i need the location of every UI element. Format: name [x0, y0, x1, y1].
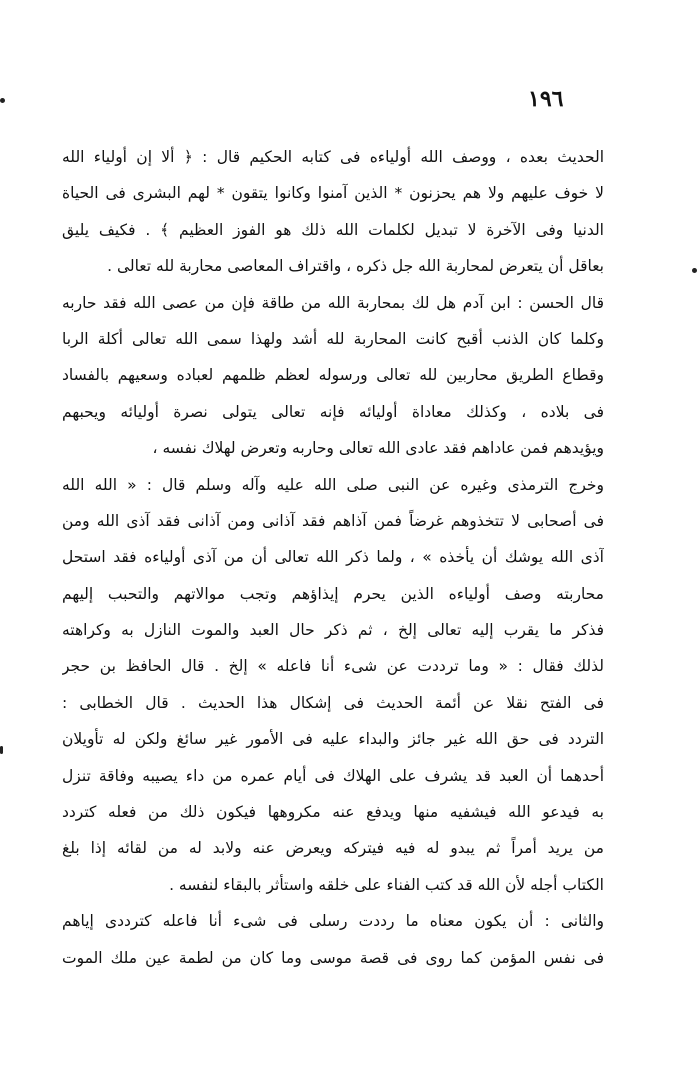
text-line: فى نفس المؤمن كما روى فى قصة موسى وما كان من لطمة عين ملك الموت: [62, 948, 604, 967]
scan-speck: [692, 268, 697, 273]
text-line: الكتاب أجله لأن الله قد كتب الفناء على خلقه واستأثر بالبقاء لنفسه .: [169, 875, 604, 894]
text-line: فى الفتح نقلا عن أئمة الحديث فى إشكال هذا الحديث . قال الخطابى :: [62, 693, 604, 712]
text-line: لا خوف عليهم ولا هم يحزنون * الذين آمنوا وكانوا يتقون * لهم البشرى فى الحياة: [62, 184, 604, 203]
text-line: فى أصحابى لا تتخذوهم غرضاً فمن آذاهم فقد آذانى ومن آذانى فقد آذى الله ومن: [62, 511, 604, 530]
scan-speck: [0, 746, 3, 754]
text-line: وخرج الترمذى وغيره عن النبى صلى الله عليه وآله وسلم قال : « الله الله: [62, 475, 604, 494]
text-line: آذى الله يوشك أن يأخذه » ، ولما ذكر الله تعالى أن من آذى أولياءه فقد استحل: [62, 548, 604, 567]
text-line: قال الحسن : ابن آدم هل لك بمحاربة الله من طاقة فإن من عصى الله فقد حاربه: [62, 293, 604, 312]
body-text: [62, 139, 604, 976]
text-line: ويؤيدهم فمن عاداهم فقد عادى الله تعالى وحاربه وتعرض لهلاك نفسه ،: [152, 439, 604, 458]
text-line: فذكر ما يقرب إليه تعالى إلخ ، ثم ذكر حال العبد والموت النازل به وكراهته: [62, 621, 604, 640]
text-line: فى بلاده ، وكذلك معاداة أوليائه فإنه تعالى يتولى نصرة أوليائه ويحبهم: [62, 402, 604, 421]
scan-speck: [0, 98, 5, 103]
page-number: ١٩٦: [528, 86, 564, 112]
text-line: بعاقل أن يتعرض لمحاربة الله جل ذكره ، واقتراف المعاصى محاربة لله تعالى .: [107, 257, 604, 276]
text-line: الدنيا وفى الآخرة لا تبديل لكلمات الله ذلك هو الفوز العظيم ﴾ . فكيف يليق: [62, 220, 604, 239]
text-line: وكلما كان الذنب أقبح كانت المحاربة لله أشد ولهذا سمى الله تعالى أكلة الربا: [62, 329, 604, 348]
text-line: لذلك فقال : « وما ترددت عن شىء أنا فاعله » إلخ . قال الحافظ بن حجر: [62, 657, 604, 676]
text-line: التردد فى حق الله غير جائز والبداء عليه فى الأمور غير سائغ ولكن له تأويلان: [62, 730, 604, 749]
text-line: محاربته وصف أولياءه الذين يحرم إيذاؤهم وتجب موالاتهم والتحبب إليهم: [62, 584, 604, 603]
text-line: وقطاع الطريق محاربين لله تعالى ورسوله لعظم ظلمهم لعباده وسعيهم بالفساد: [62, 366, 604, 385]
text-line: من يريد أمراً ثم يبدو له فيه فيتركه ويعرض عنه ولابد له من لقائه إذا بلغ: [62, 839, 604, 858]
text-line: أحدهما أن العبد قد يشرف على الهلاك فى أيام عمره من داء يصيبه وفاقة تنزل: [62, 766, 604, 785]
text-line: والثانى : أن يكون معناه ما رددت رسلى فى شىء أنا فاعله كترددى إياهم: [62, 912, 604, 931]
text-line: به فيدعو الله فيشفيه منها ويدفع عنه مكروهها فيكون ذلك من فعله كتردد: [62, 803, 604, 822]
text-line: الحديث بعده ، ووصف الله أولياءه فى كتابه الحكيم قال : ﴿ ألا إن أولياء الله: [62, 148, 604, 166]
